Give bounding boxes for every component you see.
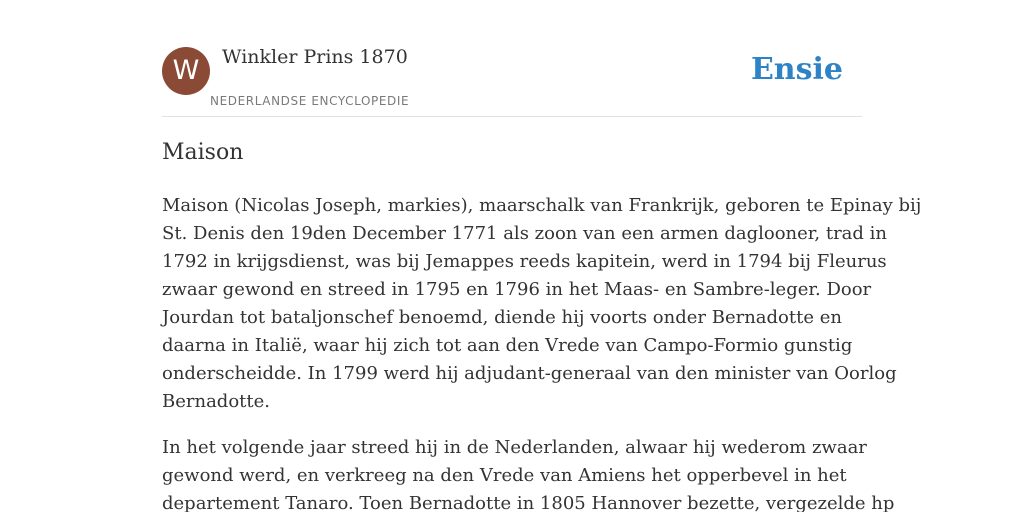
article-paragraph-1 [162,192,922,416]
avatar[interactable]: W [162,47,210,95]
text-line: 1792 in krijgsdienst, was bij Jemappes reeds kapitein, werd in 1794 bij Fleurus [162,251,887,272]
text-line: gewond werd, en verkreeg na den Vrede van Amiens het opperbevel in het [162,465,847,486]
article-title: Maison [162,140,244,165]
text-line: St. Denis den 19den December 1771 als zoon van een armen daglooner, trad in [162,223,888,244]
article-body [162,192,922,512]
text-line: Jourdan tot bataljonschef benoemd, diende hij voorts onder Bernadotte en [162,307,842,328]
text-line: Maison (Nicolas Joseph, markies), maarschalk van Frankrijk, geboren te Epinay bij [162,195,922,216]
text-line: daarna in Italië, waar hij zich tot aan den Vrede van Campo-Formio gunstig [162,335,853,356]
source-title[interactable]: Winkler Prins 1870 [222,46,408,68]
text-line: departement Tanaro. Toen Bernadotte in 1805 Hannover bezette, vergezelde hp [162,493,895,512]
text-line: onderscheidde. In 1799 werd hij adjudant-generaal van den minister van Oorlog [162,363,897,384]
source-header [162,44,862,117]
text-line: Bernadotte. [162,391,271,412]
text-line: In het volgende jaar streed hij in de Nederlanden, alwaar hij wederom zwaar [162,437,867,458]
article-paragraph-2 [162,434,895,512]
text-line: zwaar gewond en streed in 1795 en 1796 in het Maas- en Sambre-leger. Door [162,279,872,300]
source-subtitle: NEDERLANDSE ENCYCLOPEDIE [210,94,410,108]
brand-logo[interactable]: Ensie [750,52,843,87]
